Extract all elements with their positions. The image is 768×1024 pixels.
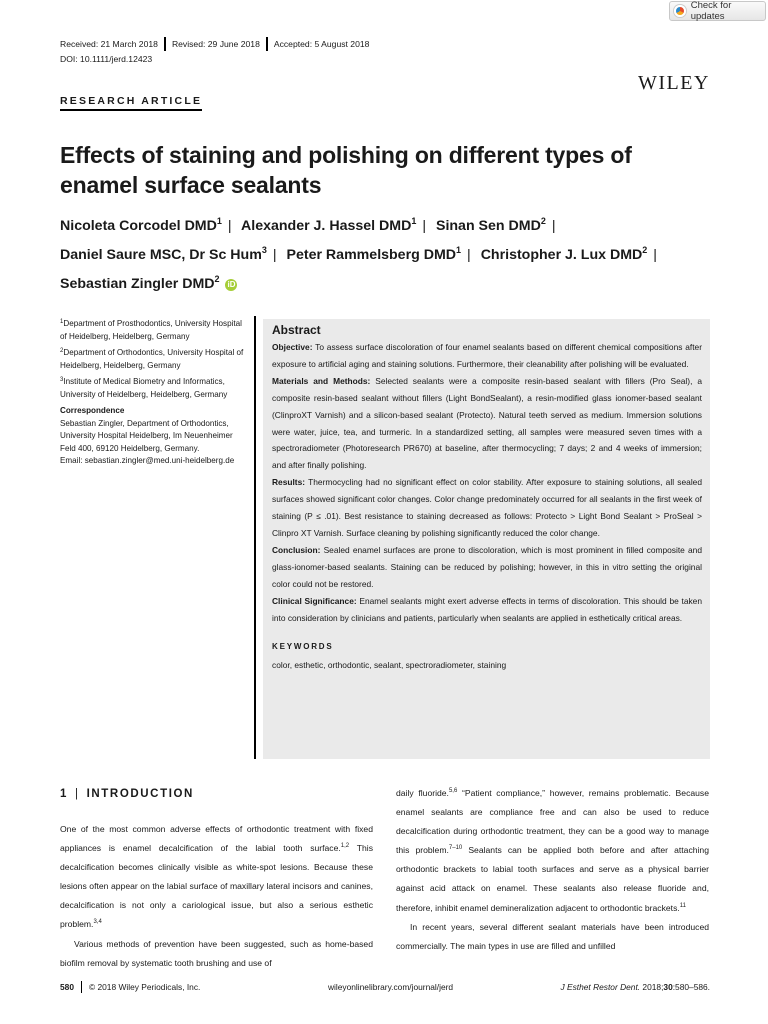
correspondence-address: Sebastian Zingler, Department of Orthodontics, University Hospital Heidelberg, Im Neuenheimer Feld 400, 69120 Heidelberg, Germany. — [60, 418, 233, 453]
section-heading-introduction: 1 | INTRODUCTION — [60, 788, 194, 800]
citation[interactable]: 11 — [679, 902, 686, 909]
author[interactable]: Sinan Sen DMD$^2$ — [435, 216, 546, 234]
author[interactable]: Peter Rammelsberg DMD$^1$ — [286, 245, 462, 263]
author[interactable]: Nicoleta Corcodel DMD$^1$ — [60, 216, 222, 234]
divider — [164, 37, 166, 51]
publisher-logo: WILEY — [638, 72, 710, 94]
citation[interactable]: 5,6 — [448, 788, 458, 794]
paragraph: Various methods of prevention have been suggested, such as home-based biofilm removal by systematic tooth brushing and use of — [60, 938, 373, 968]
crossmark-icon — [674, 5, 686, 17]
abstract-section-methods: Materials and Methods: Selected sealants were a composite resin-based sealant with fillers (Pro Seal), a composite resin-based sealant without fillers (Light BondSealant), a resin-modified glass ionomer-based sealant (ClinproXT Varnish) and a silicon-based sealant (Protecto). Natural teeth served as medium. Immersion solutions were water, juice, tea, and turmeric. In a standardized setting, all samples were measured seven times with a spectroradiometer (Photoresearch PR670) at baseline, after thermocycling; 7 days; 2 and 4 weeks of immersion; and after finally polishing. — [272, 375, 703, 471]
author[interactable]: Daniel Saure MSC, Dr Sc Hum$^3$ — [60, 245, 267, 263]
received-date: Received: 21 March 2018 — [60, 39, 158, 49]
affiliations — [60, 318, 248, 468]
paragraph: In recent years, several different sealant materials have been introduced commercially. The main types in use are filled and unfilled — [396, 921, 709, 951]
page-footer — [60, 981, 710, 993]
article-dates — [60, 37, 369, 51]
abstract-box — [263, 319, 710, 759]
paragraph: One of the most common adverse effects of orthodontic treatment with fixed appliances is enamel decalcification of the labial tooth surface.$^{1,2}$ This decalcification becomes clinically visible as white-spot lesions. Because these lesions often appear on the labial surface of maxillary lateral incisors and canines, decalcification is not only a cariological issue, but also a serious esthetic problem.$^{3,4}$ — [60, 824, 373, 930]
affiliation: $^2$Department of Orthodontics, University Hospital of Heidelberg, Heidelberg, Germany — [60, 348, 244, 370]
accepted-date: Accepted: 5 August 2018 — [273, 39, 370, 49]
intro-column-left — [60, 820, 373, 973]
article-title: Effects of staining and polishing on different types of enamel surface sealants — [60, 142, 632, 198]
correspondence-email[interactable]: Email: sebastian.zingler@med.uni-heidelberg.de — [60, 456, 235, 465]
correspondence-label: Correspondence — [60, 406, 125, 415]
article-type: RESEARCH ARTICLE — [60, 95, 202, 111]
author[interactable]: Sebastian Zingler DMD$^2$ — [60, 274, 220, 292]
column-divider — [254, 316, 256, 759]
divider — [266, 37, 268, 51]
intro-column-right — [396, 784, 709, 956]
abstract-body — [272, 339, 702, 626]
copyright: © 2018 Wiley Periodicals, Inc. — [88, 982, 201, 992]
abstract-section-clinical-significance: Clinical Significance: Enamel sealants might exert adverse effects in terms of discoloration. This should be taken into consideration by clinicians and patients, particularly when sealants are applied in esthetically critical areas. — [272, 595, 702, 623]
keywords-label: KEYWORDS — [272, 642, 334, 652]
citation[interactable]: 1,2 — [340, 843, 350, 850]
journal-url[interactable]: wileyonlinelibrary.com/journal/jerd — [328, 982, 454, 992]
keywords: color, esthetic, orthodontic, sealant, spectroradiometer, staining — [272, 660, 507, 671]
affiliation: $^3$Institute of Medical Biometry and Informatics, University of Heidelberg, Heidelberg, Germany — [60, 377, 228, 399]
revised-date: Revised: 29 June 2018 — [171, 39, 260, 49]
check-for-updates-button[interactable] — [669, 1, 766, 21]
citation[interactable]: 3,4 — [93, 919, 102, 926]
orcid-icon[interactable]: iD — [227, 280, 236, 289]
abstract-section-results: Results: Thermocycling had no significant effect on color stability. After exposure to staining solutions, all sealed surfaces showed significant color changes. Color change predominately occurred for all sealants in the first week of staining (P ≤ .01). Best resistance to staining decreased as follows: Protecto > Light Bond Sealant > ProSeal > Clinpro XT Varnish. Surface cleaning by polishing significantly reduced the color change. — [272, 477, 702, 538]
paragraph: daily fluoride.$^{5,6}$ “Patient compliance,” however, remains problematic. Because enamel sealants are compliance free and can also be used to reduce decalcification during orthodontic treatment, they can be a good way to manage this problem.$^{7-10}$ Sealants can be applied both before and after attaching orthodontic brackets to labial tooth surfaces and serve as a physical barrier against acid attack on enamel. These sealants also release fluoride and, therefore, inhibit enamel demineralization adjacent to orthodontic brackets.$^{11}$ — [396, 788, 710, 913]
divider — [81, 981, 82, 993]
check-for-updates-label: Check for updates — [690, 0, 732, 22]
affiliation: $^1$Department of Prosthodontics, University Hospital of Heidelberg, Heidelberg, Germany — [60, 319, 242, 341]
author[interactable]: Christopher J. Lux DMD$^2$ — [480, 245, 648, 263]
abstract-section-objective: Objective: To assess surface discoloration of four enamel sealants based on different chemical compositions after exposure to artificial aging and staining solutions. Furthermore, their cleanability after polishing will be evaluated. — [272, 342, 702, 369]
author-list: Nicoleta Corcodel DMD$^1$ | Alexander J. Hassel DMD$^1$ | Sinan Sen DMD$^2$ | Daniel Saure MSC, Dr Sc Hum$^3$ | Peter Rammelsberg DMD$^1$ | Christopher J. Lux DMD$^2$ | Sebastian Zingler DMD$^2$ iD — [60, 216, 657, 292]
author[interactable]: Alexander J. Hassel DMD$^1$ — [241, 216, 417, 234]
journal-citation: J Esthet Restor Dent. 2018;30:580–586. — [560, 982, 710, 992]
doi: DOI: 10.1111/jerd.12423 — [60, 54, 153, 64]
page-number: 580 — [60, 982, 74, 992]
abstract-section-conclusion: Conclusion: Sealed enamel surfaces are prone to discoloration, which is most prominent in filled composite and glass-ionomer-based sealants. Staining can be reduced by polishing; however, in this in vitro setting the original color could not be restored. — [272, 544, 702, 589]
citation[interactable]: 7–10 — [448, 845, 463, 852]
abstract-title: Abstract — [272, 323, 321, 337]
